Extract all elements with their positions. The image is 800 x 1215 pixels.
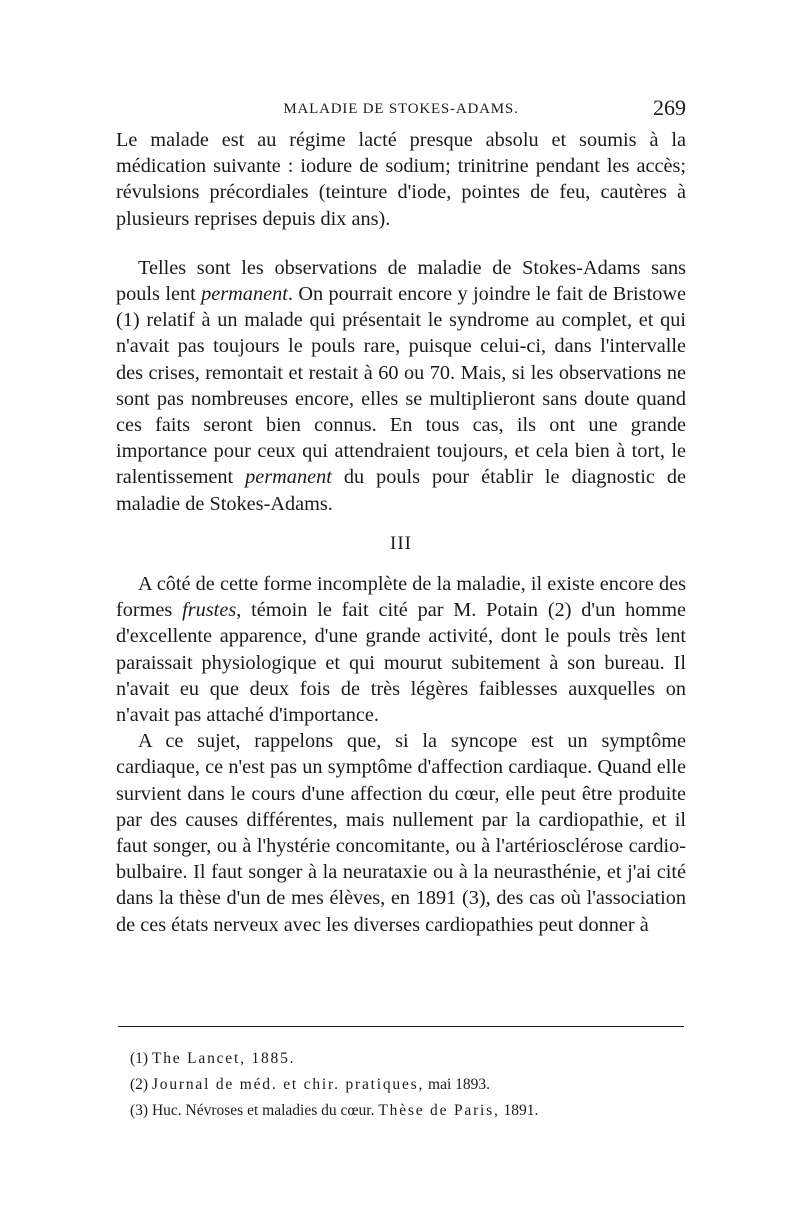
footnote-3-number: (3)	[130, 1102, 149, 1119]
paragraph-2-part-b: . On pourrait encore y joindre le fait de Bristowe (1) relatif à un malade qui présentait le syndrome au complet, et qui n'avait pas toujours le pouls rare, puisque celui-ci, dans l'intervalle des crises, remontait et restait à 60 ou 70. Mais, si les observations ne sont pas nombreuses encore, elles se multiplieront sans doute quand ces faits seront bien connus. En tous cas, ils ont une grande importance pour ceux qui attendraient toujours, et cela bien à tort, le ralentissement	[116, 283, 686, 489]
footnote-3-title: Huc. Névroses et maladies du cœur.	[151, 1102, 379, 1119]
footnote-3	[130, 1098, 690, 1124]
footnote-3-year: 1891.	[499, 1102, 539, 1119]
paragraph-3-italic: frustes	[182, 599, 237, 622]
footnote-2	[130, 1072, 690, 1098]
footnote-2-number: (2)	[130, 1076, 149, 1093]
footnote-1-text: The Lancet, 1885.	[151, 1050, 296, 1067]
body-text	[116, 127, 686, 938]
paragraph-4: A ce sujet, rappelons que, si la syncope est un symptôme cardiaque, ce n'est pas un symptôme d'affection cardiaque. Quand elle survient dans le cours d'une affection du cœur, elle peut être produite par des causes différentes, mais nullement par la cardiopathie, et il faut songer, ou à l'hystérie concomitante, ou à l'artériosclérose cardio-bulbaire. Il faut songer à la neurataxie ou à la neurasthénie, et j'ai cité dans la thèse d'un de mes élèves, en 1891 (3), des cas où l'association de ces états nerveux avec les diverses cardiopathies peut donner à	[116, 730, 686, 936]
paragraph-2-italic-1: permanent	[201, 283, 288, 306]
page-number: 269	[653, 95, 686, 120]
footnote-2-journal: Journal de méd. et chir. pratiques,	[151, 1076, 425, 1093]
footnote-3-thesis: Thèse de Paris,	[378, 1102, 500, 1119]
page-header	[116, 95, 686, 125]
footnotes	[130, 1046, 690, 1124]
paragraph-3-part-b: , témoin le fait cité par M. Potain (2) d'un homme d'excellente apparence, d'une grande activité, dont le pouls très lent paraissait physiologique et qui mourut subitement à son bureau. Il n'avait eu que deux fois de très légères faiblesses auxquelles on n'avait pas attaché d'importance.	[116, 599, 686, 727]
paragraph-2	[116, 255, 686, 517]
paragraph-2-italic-2: permanent	[245, 466, 332, 489]
paragraph-3-part-a: A côté de cette forme incomplète de la maladie, il existe encore des formes	[116, 573, 686, 622]
section-heading: III	[390, 532, 412, 554]
footnote-rule	[118, 1026, 684, 1027]
paragraph-3	[116, 571, 686, 728]
footnote-2-date: mai 1893.	[424, 1076, 491, 1093]
paragraph-1: Le malade est au régime lacté presque absolu et soumis à la médication suivante : iodure de sodium; trinitrine pendant les accès; révulsions précordiales (teinture d'iode, pointes de feu, cautères à plusieurs reprises depuis dix ans).	[116, 129, 686, 230]
paragraph-2-part-c: du pouls pour établir le diagnostic de maladie de Stokes-Adams.	[116, 466, 687, 515]
paragraph-2-part-a: Telles sont les observations de maladie de Stokes-Adams sans pouls lent	[116, 256, 686, 306]
footnote-1	[130, 1046, 690, 1072]
running-title: MALADIE DE STOKES-ADAMS.	[283, 101, 519, 117]
footnote-1-number: (1)	[130, 1050, 149, 1067]
